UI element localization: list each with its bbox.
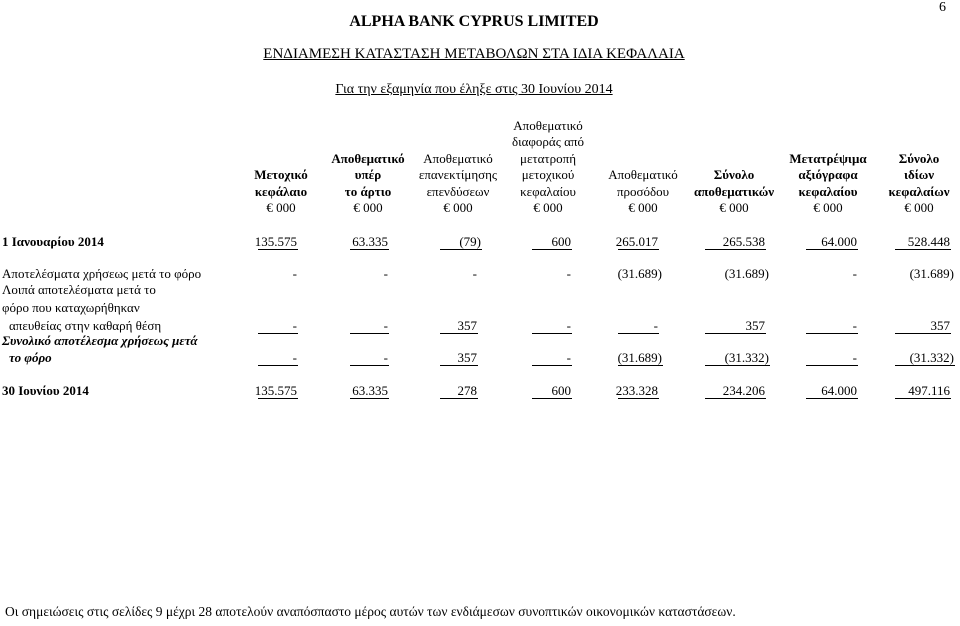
- column-header-0-line-1: κεφάλαιο: [254, 183, 308, 199]
- footer-note: Οι σημειώσεις στις σελίδες 9 μέχρι 28 αποτελούν αναπόσπαστο μέρος αυτών των ενδιάμεσων συνοπτικών οικονομικών καταστάσεων.: [5, 604, 736, 619]
- statement-period: Για την εξαμηνία που έληξε στις 30 Ιουνίου 2014: [335, 82, 613, 97]
- column-header-6-line-3: € 000: [813, 200, 843, 215]
- column-header-3-line-2: μετατροπή: [519, 150, 577, 166]
- cell-profit-2: -: [472, 266, 477, 281]
- column-header-6-line-0: Μετατρέψιμα: [789, 150, 867, 166]
- cell-total_comprehensive-6: -: [852, 350, 857, 365]
- column-header-6-line-1: αξιόγραφα: [798, 167, 858, 182]
- column-header-7-line-2: κεφαλαίων: [888, 183, 950, 199]
- cell-underline-total_comprehensive-4: [618, 365, 663, 366]
- cell-closing-1: 63.335: [352, 383, 388, 398]
- column-header-5-line-2: € 000: [719, 200, 749, 215]
- row-label-total-line1: Συνολικό αποτέλεσμα χρήσεως μετά: [2, 333, 198, 348]
- column-header-2-line-3: € 000: [443, 200, 473, 215]
- column-header-4-line-2: € 000: [628, 200, 658, 215]
- row-label-profit: Αποτελέσματα χρήσεως μετά το φόρο: [2, 266, 202, 281]
- column-header-5-line-1: αποθεματικών: [693, 183, 775, 199]
- column-header-5-line-0: Σύνολο: [713, 167, 755, 182]
- column-header-3-line-1: διαφοράς από: [511, 134, 584, 149]
- column-header-3-line-3: μετοχικού: [521, 167, 575, 182]
- row-label-oci-line2: φόρο που καταχωρήθηκαν: [2, 300, 140, 315]
- cell-oci-6: -: [852, 318, 857, 333]
- column-header-1-line-0: Αποθεματικό: [331, 150, 405, 166]
- cell-underline-opening-7: [895, 249, 951, 250]
- cell-underline-closing-4: [618, 398, 659, 399]
- cell-total_comprehensive-2: 357: [457, 350, 477, 365]
- row-label-oci-line3: απευθείας στην καθαρή θέση: [9, 318, 162, 333]
- page-number: 6: [939, 0, 946, 15]
- cell-opening-7: 528.448: [907, 234, 950, 249]
- row-label-oci-line1: Λοιπά αποτελέσματα μετά το: [2, 282, 156, 297]
- cell-oci-0: -: [292, 318, 297, 333]
- column-header-1-line-1: υπέρ: [354, 167, 382, 182]
- cell-underline-opening-4: [618, 249, 659, 250]
- column-header-3-line-5: € 000: [533, 200, 563, 215]
- cell-profit-7: (31.689): [909, 266, 954, 281]
- cell-closing-4: 233.328: [615, 383, 658, 398]
- cell-oci-2: 357: [457, 318, 477, 333]
- cell-oci-5: 357: [745, 318, 765, 333]
- cell-profit-4: (31.689): [617, 266, 662, 281]
- cell-total_comprehensive-0: -: [292, 350, 297, 365]
- column-header-2-line-1: επανεκτίμησης: [418, 167, 498, 182]
- cell-total_comprehensive-4: (31.689): [617, 350, 662, 365]
- cell-profit-1: -: [383, 266, 388, 281]
- cell-total_comprehensive-3: -: [566, 350, 571, 365]
- cell-underline-oci-7: [895, 333, 951, 334]
- cell-opening-1: 63.335: [352, 234, 388, 249]
- row-label-opening: 1 Ιανουαρίου 2014: [2, 234, 104, 249]
- cell-profit-6: -: [852, 266, 857, 281]
- column-header-1-line-3: € 000: [353, 200, 383, 215]
- column-header-2-line-0: Αποθεματικό: [423, 150, 493, 166]
- column-header-7-line-0: Σύνολο: [898, 150, 940, 166]
- cell-oci-3: -: [566, 318, 571, 333]
- column-header-6-line-2: κεφαλαίου: [798, 183, 858, 199]
- column-header-3-line-4: κεφαλαίου: [520, 183, 576, 199]
- statement-title: ΕΝΔΙΑΜΕΣΗ ΚΑΤΑΣΤΑΣΗ ΜΕΤΑΒΟΛΩΝ ΣΤΑ ΙΔΙΑ ΚΕΦΑΛΑΙΑ: [263, 46, 685, 62]
- column-header-0-line-2: € 000: [266, 200, 296, 215]
- cell-total_comprehensive-1: -: [383, 350, 388, 365]
- column-header-7-line-1: ιδίων: [903, 167, 935, 182]
- cell-closing-2: 278: [457, 383, 477, 398]
- column-header-1-line-2: το άρτιο: [344, 183, 392, 199]
- cell-closing-3: 600: [551, 383, 571, 398]
- cell-underline-total_comprehensive-7: [895, 365, 955, 366]
- cell-profit-0: -: [292, 266, 297, 281]
- cell-opening-5: 265.538: [722, 234, 765, 249]
- row-label-closing: 30 Ιουνίου 2014: [2, 383, 89, 398]
- cell-oci-7: 357: [930, 318, 950, 333]
- company-title: ALPHA BANK CYPRUS LIMITED: [349, 13, 599, 30]
- cell-oci-4: -: [653, 318, 658, 333]
- cell-underline-closing-7: [895, 398, 951, 399]
- cell-closing-7: 497.116: [908, 383, 950, 398]
- column-header-4-line-0: Αποθεματικό: [608, 167, 678, 182]
- row-label-total-line2: το φόρο: [9, 350, 52, 365]
- cell-opening-3: 600: [551, 234, 571, 249]
- cell-oci-1: -: [383, 318, 388, 333]
- cell-closing-6: 64.000: [821, 383, 857, 398]
- cell-opening-4: 265.017: [615, 234, 658, 249]
- cell-underline-oci-4: [618, 333, 659, 334]
- column-header-2-line-2: επενδύσεων: [426, 183, 490, 199]
- cell-profit-3: -: [566, 266, 571, 281]
- cell-total_comprehensive-7: (31.332): [909, 350, 954, 365]
- cell-opening-6: 64.000: [821, 234, 857, 249]
- column-header-3-line-0: Αποθεματικό: [513, 117, 583, 133]
- cell-closing-0: 135.575: [254, 383, 297, 398]
- cell-total_comprehensive-5: (31.332): [724, 350, 769, 365]
- cell-profit-5: (31.689): [724, 266, 769, 281]
- cell-opening-0: 135.575: [254, 234, 297, 249]
- column-header-0-line-0: Μετοχικό: [254, 167, 308, 182]
- column-header-7-line-3: € 000: [904, 200, 934, 215]
- cell-closing-5: 234.206: [722, 383, 765, 398]
- column-header-4-line-1: προσόδου: [616, 183, 670, 199]
- cell-opening-2: (79): [459, 234, 481, 249]
